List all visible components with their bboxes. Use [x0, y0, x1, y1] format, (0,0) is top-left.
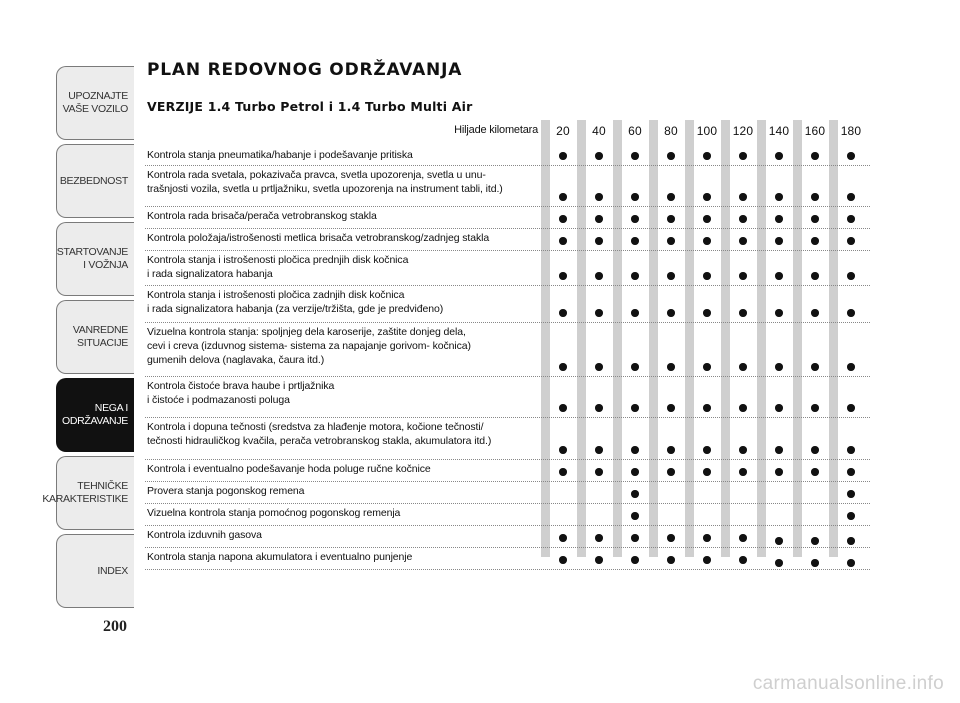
check-dot — [847, 215, 855, 223]
km-column-header: 160 — [804, 124, 826, 138]
check-dot — [739, 404, 747, 412]
row-description-line: Kontrola izduvnih gasova — [147, 529, 262, 541]
check-dot — [667, 534, 675, 542]
check-dot — [811, 468, 819, 476]
table-row — [145, 165, 870, 207]
page-subtitle: VERZIJE 1.4 Turbo Petrol i 1.4 Turbo Multi Air — [147, 99, 473, 114]
row-description — [147, 462, 539, 476]
check-dot — [739, 446, 747, 454]
check-dot — [739, 468, 747, 476]
check-dot — [559, 534, 567, 542]
table-row — [145, 459, 870, 482]
check-dot — [595, 446, 603, 454]
row-description-line: Kontrola položaja/istrošenosti metlica brisača vetrobranskog/zadnjeg stakla — [147, 232, 490, 244]
chapter-tab-label-line: VAŠE VOZILO — [62, 103, 128, 115]
table-row — [145, 376, 870, 418]
check-dot — [595, 152, 603, 160]
mileage-header-label: Hiljade kilometara — [454, 124, 538, 136]
check-dot — [595, 215, 603, 223]
row-description-line: trašnjosti vozila, svetla u prtljažniku, svetla upozorenja na instrument tabli, itd.) — [147, 183, 503, 195]
check-dot — [595, 272, 603, 280]
check-dot — [559, 556, 567, 564]
chapter-tab-label-line: STARTOVANJE — [56, 246, 128, 258]
row-description-line: Kontrola stanja napona akumulatora i eventualno punjenje — [147, 551, 413, 563]
check-dot — [811, 309, 819, 317]
check-dot — [559, 446, 567, 454]
check-dot — [775, 193, 783, 201]
check-dot — [667, 446, 675, 454]
check-dot — [631, 468, 639, 476]
chapter-tab-label-line: I VOŽNJA — [83, 259, 128, 271]
check-dot — [739, 534, 747, 542]
check-dot — [847, 237, 855, 245]
row-description-line: Kontrola čistoće brava haube i prtljažnika — [147, 380, 335, 392]
check-dot — [631, 363, 639, 371]
km-column-header: 20 — [556, 124, 570, 138]
row-description — [147, 209, 539, 223]
check-dot — [811, 237, 819, 245]
row-description-line: Kontrola rada brisača/perača vetrobranskog stakla — [147, 210, 377, 222]
chapter-tab-1[interactable] — [56, 66, 134, 140]
check-dot — [811, 404, 819, 412]
check-dot — [559, 237, 567, 245]
check-dot — [703, 272, 711, 280]
table-row — [145, 322, 870, 377]
check-dot — [595, 237, 603, 245]
check-dot — [811, 215, 819, 223]
km-column-header: 80 — [664, 124, 678, 138]
check-dot — [631, 272, 639, 280]
check-dot — [667, 152, 675, 160]
chapter-tab-4[interactable] — [56, 300, 134, 374]
check-dot — [703, 556, 711, 564]
row-description-line: Kontrola stanja i istrošenosti pločica prednjih disk kočnica — [147, 254, 409, 266]
check-dot — [739, 363, 747, 371]
table-row — [145, 228, 870, 251]
check-dot — [847, 272, 855, 280]
chapter-tab-label-line: VANREDNE — [72, 324, 128, 336]
row-description — [147, 550, 539, 564]
row-description — [147, 231, 539, 245]
table-row — [145, 250, 870, 286]
check-dot — [811, 152, 819, 160]
km-column-header: 140 — [768, 124, 790, 138]
row-description-line: Kontrola i dopuna tečnosti (sredstva za hlađenje motora, kočione tečnosti/ — [147, 421, 484, 433]
row-description-line: Kontrola rada svetala, pokazivača pravca, svetla upozorenja, svetla u unu- — [147, 169, 486, 181]
check-dot — [847, 468, 855, 476]
check-dot — [739, 272, 747, 280]
row-description-line: Provera stanja pogonskog remena — [147, 485, 305, 497]
check-dot — [739, 309, 747, 317]
row-description — [147, 325, 539, 367]
check-dot — [847, 490, 855, 498]
check-dot — [775, 152, 783, 160]
check-dot — [847, 446, 855, 454]
chapter-tab-label-line: KARAKTERISTIKE — [42, 493, 128, 505]
maintenance-schedule-table — [145, 120, 870, 563]
check-dot — [595, 534, 603, 542]
check-dot — [559, 215, 567, 223]
row-description-line: Vizuelna kontrola stanja pomoćnog pogonskog remenja — [147, 507, 401, 519]
chapter-tab-label-line: NEGA I — [94, 402, 128, 414]
check-dot — [667, 556, 675, 564]
row-description-line: i čistoće i podmazanosti poluga — [147, 394, 290, 406]
check-dot — [703, 534, 711, 542]
chapter-tab-label-line: BEZBEDNOST — [59, 174, 128, 187]
chapter-tab-3[interactable] — [56, 222, 134, 296]
check-dot — [595, 556, 603, 564]
check-dot — [847, 404, 855, 412]
row-description-line: gumenih delova (naglavaka, čaura itd.) — [147, 354, 325, 366]
check-dot — [631, 534, 639, 542]
check-dot — [703, 363, 711, 371]
check-dot — [775, 446, 783, 454]
table-header — [145, 120, 870, 142]
check-dot — [667, 404, 675, 412]
watermark: carmanualsonline.info — [752, 673, 944, 694]
check-dot — [667, 363, 675, 371]
check-dot — [775, 537, 783, 545]
check-dot — [847, 537, 855, 545]
table-row — [145, 547, 870, 570]
km-column-header: 180 — [840, 124, 862, 138]
row-description — [147, 253, 539, 281]
check-dot — [847, 193, 855, 201]
check-dot — [703, 468, 711, 476]
check-dot — [703, 215, 711, 223]
chapter-tab-2[interactable] — [56, 144, 134, 218]
row-description-line: cevi i creva (izduvnog sistema- sistema za napajanje gorivom- kočnica) — [147, 340, 471, 352]
row-description-line: i rada signalizatora habanja (za verzije/tržišta, gde je predviđeno) — [147, 303, 444, 315]
chapter-tab-label-line: UPOZNAJTE — [68, 90, 128, 102]
check-dot — [559, 309, 567, 317]
row-description-line: Kontrola i eventualno podešavanje hoda poluge ručne kočnice — [147, 463, 431, 475]
check-dot — [595, 193, 603, 201]
table-row — [145, 417, 870, 460]
check-dot — [703, 309, 711, 317]
table-row — [145, 206, 870, 229]
row-description-line: Vizuelna kontrola stanja: spoljnjeg dela karoserije, zaštite donjeg dela, — [147, 326, 466, 338]
table-row — [145, 503, 870, 526]
check-dot — [631, 490, 639, 498]
check-dot — [739, 237, 747, 245]
check-dot — [775, 272, 783, 280]
check-dot — [847, 559, 855, 567]
check-dot — [811, 193, 819, 201]
check-dot — [667, 193, 675, 201]
check-dot — [631, 215, 639, 223]
check-dot — [811, 446, 819, 454]
table-row — [145, 481, 870, 504]
check-dot — [703, 237, 711, 245]
check-dot — [847, 363, 855, 371]
check-dot — [775, 215, 783, 223]
table-row — [145, 525, 870, 548]
row-description — [147, 168, 539, 196]
check-dot — [703, 446, 711, 454]
check-dot — [847, 152, 855, 160]
page-number: 200 — [103, 618, 127, 635]
check-dot — [775, 559, 783, 567]
check-dot — [595, 309, 603, 317]
check-dot — [559, 363, 567, 371]
check-dot — [631, 556, 639, 564]
row-description — [147, 288, 539, 316]
check-dot — [739, 193, 747, 201]
check-dot — [667, 215, 675, 223]
check-dot — [667, 237, 675, 245]
check-dot — [559, 193, 567, 201]
check-dot — [847, 512, 855, 520]
check-dot — [775, 309, 783, 317]
row-description — [147, 528, 539, 542]
check-dot — [631, 237, 639, 245]
check-dot — [811, 559, 819, 567]
km-column-header: 120 — [732, 124, 754, 138]
check-dot — [667, 468, 675, 476]
check-dot — [739, 152, 747, 160]
row-description-line: i rada signalizatora habanja — [147, 268, 273, 280]
chapter-tab-label-line: ODRŽAVANJE — [61, 415, 128, 427]
check-dot — [631, 193, 639, 201]
check-dot — [559, 468, 567, 476]
check-dot — [631, 512, 639, 520]
check-dot — [739, 556, 747, 564]
check-dot — [559, 272, 567, 280]
check-dot — [667, 272, 675, 280]
chapter-tab-5[interactable] — [56, 378, 134, 452]
check-dot — [631, 404, 639, 412]
check-dot — [775, 404, 783, 412]
table-row — [145, 145, 870, 166]
row-description — [147, 420, 539, 448]
check-dot — [631, 309, 639, 317]
check-dot — [847, 309, 855, 317]
check-dot — [667, 309, 675, 317]
check-dot — [595, 404, 603, 412]
check-dot — [703, 193, 711, 201]
check-dot — [811, 272, 819, 280]
chapter-tab-label-line: TEHNIČKE — [77, 480, 128, 492]
check-dot — [595, 363, 603, 371]
check-dot — [775, 468, 783, 476]
chapter-tab-label-line: SITUACIJE — [77, 337, 128, 349]
table-row — [145, 285, 870, 323]
row-description — [147, 379, 539, 407]
check-dot — [559, 152, 567, 160]
check-dot — [739, 215, 747, 223]
row-description-line: Kontrola stanja i istrošenosti pločica zadnjih disk kočnica — [147, 289, 405, 301]
row-description — [147, 506, 539, 520]
km-column-header: 60 — [628, 124, 642, 138]
check-dot — [811, 537, 819, 545]
row-description-line: Kontrola stanja pneumatika/habanje i podešavanje pritiska — [147, 149, 413, 161]
check-dot — [631, 446, 639, 454]
km-column-header: 40 — [592, 124, 606, 138]
check-dot — [775, 363, 783, 371]
row-description-line: tečnosti hidrauličkog kvačila, perača vetrobranskog stakla, akumulatora itd.) — [147, 435, 492, 447]
check-dot — [559, 404, 567, 412]
row-description — [147, 148, 539, 162]
check-dot — [595, 468, 603, 476]
check-dot — [631, 152, 639, 160]
check-dot — [703, 152, 711, 160]
check-dot — [775, 237, 783, 245]
chapter-tab-6[interactable] — [42, 456, 134, 530]
check-dot — [703, 404, 711, 412]
chapter-tab-7[interactable] — [56, 534, 134, 608]
row-description — [147, 484, 539, 498]
check-dot — [811, 363, 819, 371]
page-title: PLAN REDOVNOG ODRŽAVANJA — [147, 60, 463, 80]
chapter-tab-label-line: INDEX — [97, 564, 128, 577]
km-column-header: 100 — [696, 124, 718, 138]
